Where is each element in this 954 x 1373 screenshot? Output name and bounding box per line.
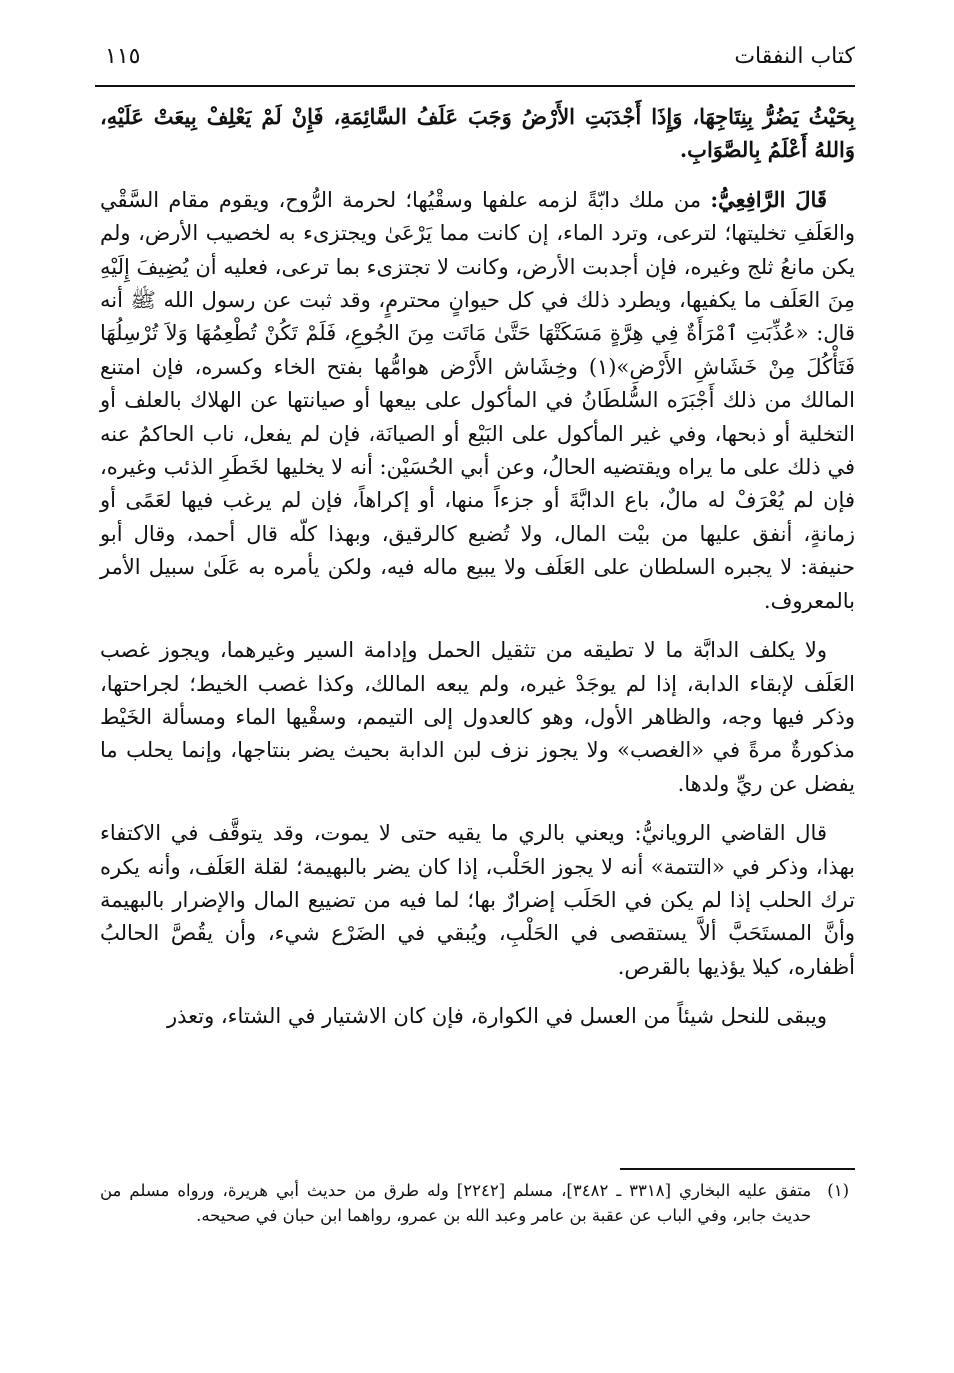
paragraph-text: ويبقى للنحل شيئاً من العسل في الكوارة، فإن كان الاشتيار في الشتاء، وتعذر: [166, 1004, 827, 1029]
text-paragraph: [100, 1000, 855, 1033]
text-paragraph: [100, 634, 855, 801]
running-header: [95, 40, 855, 90]
header-divider: [95, 85, 855, 87]
paragraph-text: ولا يكلف الدابَّة ما لا تطيقه من تثقيل الحمل وإدامة السير وغيرهما، ويجوز غصب العَلَف لإبقاء الدابة، إذا لم يوجَدْ غيره، ولم يبعه المالك، وكذا غصب الخيط؛ لجراحتها، وذكر فيها وجه، والظاهر الأول، وهو كالعدول إلى التيمم، وسقْيها الماء ومسألة الخَيْط مذكورةٌ مرةً في «الغصب» ولا يجوز نزف لبن الدابة بحيث يضر بنتاجها، وإنما يحلب ما يفضل عن ريِّ ولدها.: [100, 638, 855, 796]
page-number: ١١٥: [105, 44, 141, 69]
paragraph-text: من ملك دابّةً لزمه علفها وسقْيُها؛ لحرمة الرُّوح، ويقوم مقام السَّقْي والعَلَفِ تخليتها؛ لترعى، وترد الماء، إن كانت مما يَرْعَىٰ ويجتزىء به لخصيب الأرض، ولم يكن مانعُ ثلج وغيره، فإن أجدبت الأرض، وكانت لا تجتزىء بما ترعى، فعليه أن يُضِيفَ إِلَيْهِ مِنَ العَلَف ما يكفيها، ويطرد ذلك في كل حيوانٍ محترمٍ، وقد ثبت عن رسول الله ﷺ أنه قال: «عُذِّبَتِ ٱمْرَأَةٌ فِي هِرَّةٍ مَسَكَتْهَا حَتَّىٰ مَاتَت مِنَ الجُوعِ، فَلَمْ تَكُنْ تُطْعِمُهَا وَلاَ تُرْسِلُهَا فَتَأْكُلَ مِنْ خَشَاشِ الأَرْضِ»(١) وخِشَاش الأَرْض هوامُّها بفتح الخاء وكسره، فإن امتنع المالك من ذلك أَجْبَرَه السُّلطَانُ في المأكول على بيعها أو صيانتها عن الهلاك بالعلف أو التخلية أو ذبحها، وفي غير المأكول على البَيْع أو الصيانَة، فإن لم يفعل، ناب الحاكمُ عنه في ذلك على ما يراه ويقتضيه الحالُ، وعن أبي الحُسَيْن: أنه لا يخليها لخَطَرِ الذئب وغيره، فإن لم يُعْرَفْ له مالٌ، باع الدابَّةَ أو جزءاً منها، أو إكراهاً، فإن لم يرغب فيها لعَمًى أو زمانةٍ، أنفق عليها من بيْت المال، ولا تُضيع كالرقيق، وبهذا كلّه قال أحمد، وقال أبو حنيفة: لا يجبره السلطان على العَلَف ولا يبيع ماله فيه، ولكن يأمره به عَلَىٰ سبيل الأمر بالمعروف.: [100, 187, 855, 613]
footnote: [100, 1178, 855, 1228]
matn-paragraph: [100, 100, 855, 167]
paragraph-text: بِحَيْثُ يَضُرُّ بِنِتَاجِهَا، وَإِذَا أَجْدَبَتِ الأَرْضُ وَجَبَ عَلَفُ السَّائِمَةِ، فَإِنْ لَمْ يَعْلِفْ بِيعَتْ عَلَيْهِ، وَاللهُ أَعْلَمُ بِالصَّوَابِ.: [100, 104, 855, 163]
footnote-divider: [620, 1168, 855, 1170]
sharh-paragraph: [100, 183, 855, 618]
footnote-text: متفق عليه البخاري [٣٣١٨ ـ ٣٤٨٢]، مسلم [٢٢٤٢] وله طرق من حديث أبي هريرة، ورواه مسلم من حديث جابر، وفي الباب عن عقبة بن عامر وعبد الله بن عمرو، رواهما ابن حبان في صحيحه.: [100, 1181, 812, 1225]
text-paragraph: [100, 817, 855, 984]
paragraph-text: قال القاضي الرويانيُّ: ويعني بالري ما يقيه حتى لا يموت، وقد يتوقَّف في الاكتفاء بهذا، وذكر في «التتمة» أنه لا يجوز الحَلْب، إذا كان يضر بالبهيمة؛ لقلة العَلَف، وأنه يكره ترك الحلب إذا لم يكن في الحَلَب إضرارٌ بها؛ لما فيه من تضييع المال والإضرار بالبهيمة وأنَّ المستَحَبَّ ألاَّ يستقصى في الحَلْبِ، ويُبقي في الضَرْع شيء، وأن يقُصَّ الحالبُ أظفاره، كيلا يؤذيها بالقرص.: [100, 821, 855, 979]
chapter-title: كتاب النفقات: [734, 44, 855, 69]
footnotes: [100, 1178, 855, 1228]
main-text: [100, 100, 855, 1050]
footnote-number: (١): [827, 1181, 849, 1200]
speaker-label: قَالَ الرَّافِعِيُّ:: [710, 186, 827, 212]
